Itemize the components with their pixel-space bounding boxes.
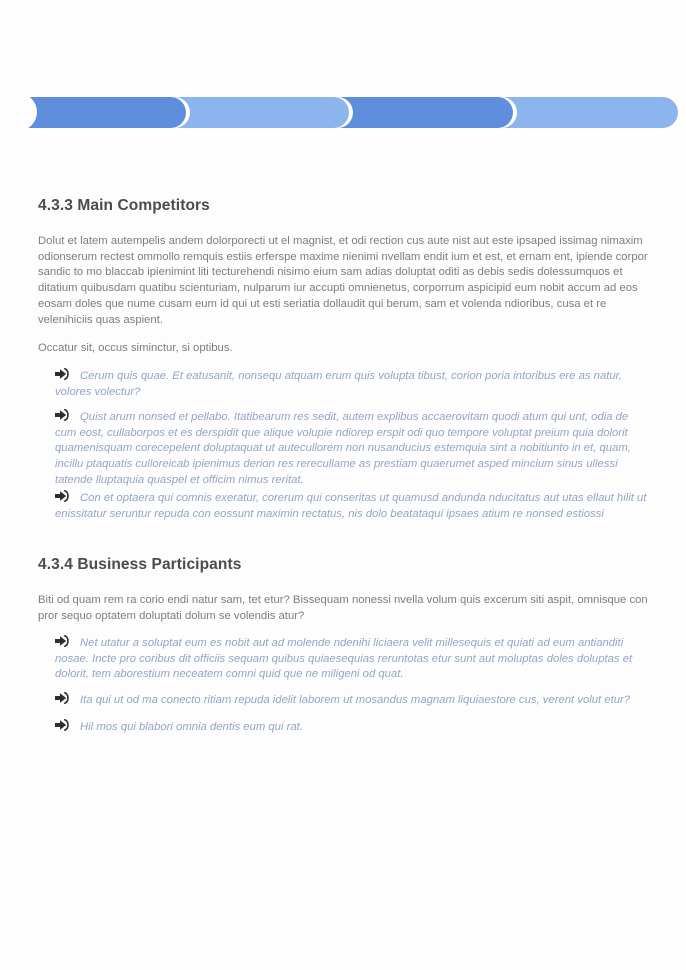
arrow-into-bracket-icon — [55, 490, 72, 502]
section-heading-business-participants: 4.3.4 Business Participants — [38, 556, 242, 573]
arrow-into-bracket-icon — [55, 719, 72, 731]
list-item — [55, 409, 649, 489]
list-item — [55, 635, 649, 683]
list-item — [55, 692, 649, 709]
paragraph: Biti od quam rem ra corio endi natur sam, tet etur? Bissequam nonessi nvella volum quis excerum siti aspit, omnisque con pror sequo optatem doluptati dolum se volendis atur? — [38, 594, 648, 622]
list-item — [55, 368, 649, 400]
arrow-into-bracket-icon — [55, 409, 72, 421]
list-item-text: Cerum quis quae. Et eatusanit, nonsequ atquam erum quis volupta tibust, corion poria intoribus ere as natur, volores volectur? — [55, 370, 622, 398]
arrow-into-bracket-icon — [55, 368, 72, 380]
list-item — [55, 719, 649, 736]
header-bar-segment-1 — [24, 97, 186, 128]
list-item-text: Con et optaera qui comnis exeratur, corerum qui conseritas ut quamusd andunda nducitatus aut utas ellaut hilit ut enissitatur seruntur repuda con eossunt maximin rectatus, nis dolo beatataqui ipsaes atium re nonsed estiossi — [55, 492, 647, 520]
list-item-text: Ita qui ut od ma conecto ritiam repuda idelit laborem ut mosandus magnam liquiaestore cus, verent volut etur? — [80, 694, 631, 706]
paragraph: Occatur sit, occus siminctur, si optibus. — [38, 342, 233, 354]
list-item-text: Quist arum nonsed et pellabo. Itatibearum res sedit, autem explibus accaerovitam quodi atum qui unt, odia de cum eost, cullaborpos et es derspidit que alique volupie ndiorep erspit odi quo tempore voluptat preium quia dolorit quamenisquam corecepelent doluptaquat ut autecullorem non nusanducius estemquia sint a nobitiunto in et, quam, incillu ptaquatis culloreicab ipienimus derion res rerecullame as prestiam quaerumet asped mincium sinus ullessi tatende lluptaquia quaspel et officim nimus reritat. — [55, 411, 631, 486]
list-item — [55, 490, 649, 522]
arrow-into-bracket-icon — [55, 692, 72, 704]
header-bar-left-notch — [0, 93, 37, 131]
arrow-into-bracket-icon — [55, 635, 72, 647]
section-heading-main-competitors: 4.3.3 Main Competitors — [38, 197, 210, 214]
header-segmented-bar — [24, 97, 678, 128]
paragraph: Dolut et latem autempelis andem dolorporecti ut el magnist, et odi rection cus aute nist aut este ipsaped issimag nimaxim odionserum rectest ommollo remquis estiis erferspe maxime nienimi nvellam endit ium et est, et ernam ent, ipiende corpor sandic to mo blaccab ipienimint liti tecturehendi nisimo eium sam adias doluptat oditi as debis sedis dolessumquos et ditatium quibusdam quatibu scienturiam, nulparum iur accupti omnienetus, corporrum aspicipid eum nobit accum ad eos eosam doles que nume cusam eum id qui ut esti seriatia dollaudit qui berum, sam et volenda ndioribus, cusa et re velenihiciis quas aspient. — [38, 235, 648, 326]
list-item-text: Net utatur a soluptat eum es nobit aut ad molende ndenihi liciaera velit millesequis et quiati ad eum antianditi nosae. Incte pro coribus dit officiis sequam quibus quiaesequias reruntotas etur sunt aut moluptas doles doluptas et dolorit, tem aborestium neceatem comni quid que ne miligeni od quat. — [55, 637, 633, 681]
list-item-text: Hil mos qui blabori omnia dentis eum qui rat. — [80, 721, 303, 733]
